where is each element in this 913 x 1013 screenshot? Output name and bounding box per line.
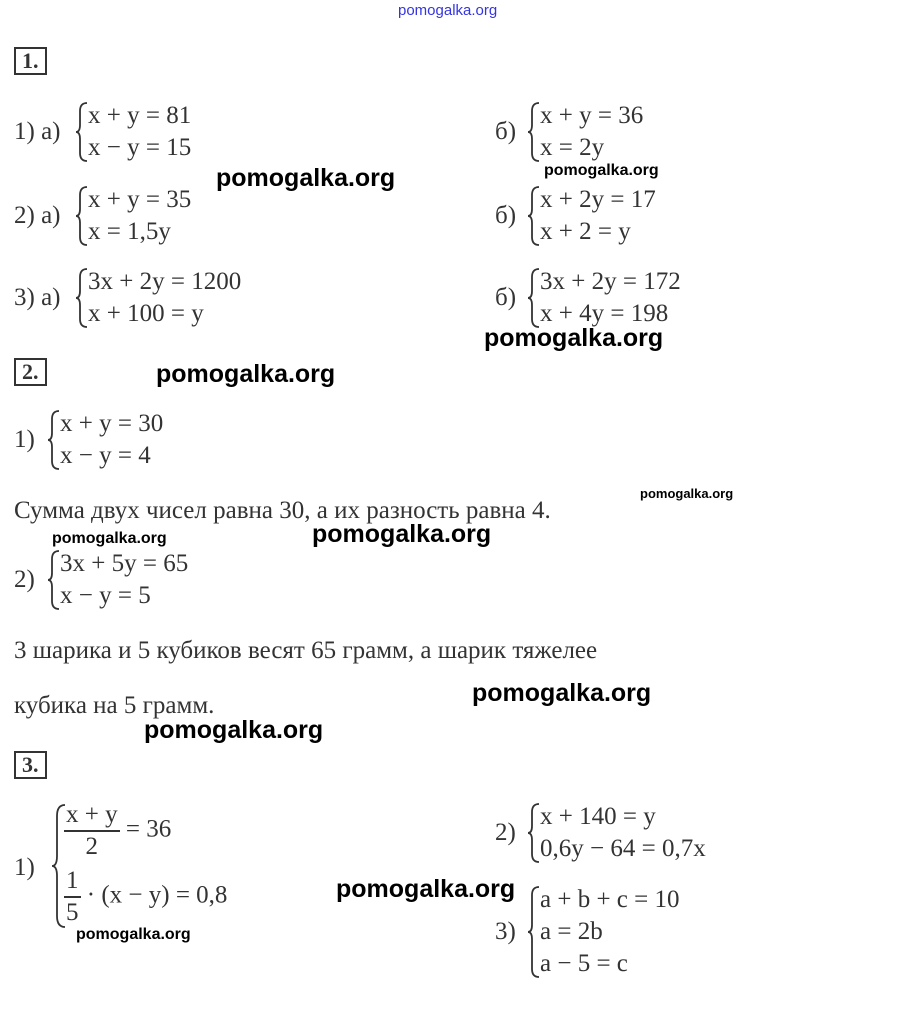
- task-2-2-text-line1: 3 шарика и 5 кубиков весят 65 грамм, а шарик тяжелее: [14, 637, 598, 664]
- task-1-item-2-eq2: x = 2y: [540, 134, 605, 161]
- task-1-item-4-label: б): [495, 202, 517, 229]
- task-3-item-3-label: 3): [495, 918, 516, 945]
- fraction-denominator: 2: [85, 833, 99, 860]
- brace-icon: [76, 268, 88, 328]
- task-3-1-eq2: [64, 866, 227, 928]
- watermark: pomogalka.org: [144, 716, 324, 744]
- task-2-number: 2.: [14, 358, 47, 386]
- task-3-item-3-eq1: a + b + c = 10: [540, 886, 680, 913]
- task-3-number: 3.: [14, 751, 47, 779]
- fraction-numerator: 1: [64, 866, 81, 898]
- brace-icon: [48, 550, 60, 610]
- task-1-item-6-label: б): [495, 284, 517, 311]
- brace-icon: [76, 102, 88, 162]
- task-1-item-5-eq1: 3x + 2y = 1200: [88, 268, 242, 295]
- task-1-item-6-eq2: x + 4y = 198: [540, 300, 669, 327]
- task-3-item-2-eq2: 0,6y − 64 = 0,7x: [540, 835, 706, 862]
- task-3-item-3-eq3: a − 5 = c: [540, 950, 628, 977]
- watermark: pomogalka.org: [640, 486, 734, 501]
- brace-icon: [528, 803, 540, 863]
- task-3-item-2-eq1: x + 140 = y: [540, 803, 656, 830]
- task-1-item-4-eq2: x + 2 = y: [540, 218, 631, 245]
- brace-icon: [528, 268, 540, 328]
- task-2-item-2-eq1: 3x + 5y = 65: [60, 550, 189, 577]
- task-1-item-6-eq1: 3x + 2y = 172: [540, 268, 681, 295]
- task-1-number: 1.: [14, 47, 47, 75]
- task-3-item-2-label: 2): [495, 819, 516, 846]
- task-2-item-2-label: 2): [14, 566, 35, 593]
- fraction-numerator: x + y: [64, 800, 120, 832]
- watermark: pomogalka.org: [312, 520, 492, 548]
- equation-rhs: · (x − y) = 0,8: [86, 881, 228, 909]
- watermark: pomogalka.org: [216, 164, 396, 192]
- watermark: pomogalka.org: [484, 324, 664, 352]
- task-2-2-text-line2: кубика на 5 грамм.: [14, 692, 215, 719]
- task-1-item-1-eq2: x − y = 15: [88, 134, 192, 161]
- task-1-item-1-label: 1) а): [14, 118, 61, 145]
- task-1-item-2-eq1: x + y = 36: [540, 102, 644, 129]
- task-3-1-label: 1): [14, 854, 35, 881]
- task-1-item-5-eq2: x + 100 = y: [88, 300, 204, 327]
- watermark: pomogalka.org: [544, 162, 659, 179]
- fraction-denominator: 5: [66, 899, 79, 926]
- watermark: pomogalka.org: [76, 926, 191, 943]
- task-1-item-5-label: 3) а): [14, 284, 61, 311]
- task-3-1-eq1: [64, 800, 171, 862]
- equation-rhs: = 36: [125, 815, 172, 843]
- task-1-item-3-label: 2) а): [14, 202, 61, 229]
- task-2-item-2-eq2: x − y = 5: [60, 582, 151, 609]
- task-2-1-text: Сумма двух чисел равна 30, а их разность равна 4.: [14, 497, 551, 524]
- watermark: pomogalka.org: [336, 875, 516, 903]
- task-2-item-1-eq2: x − y = 4: [60, 442, 151, 469]
- task-3-item-3-eq2: a = 2b: [540, 918, 603, 945]
- task-1-item-2-label: б): [495, 118, 517, 145]
- brace-icon: [528, 102, 540, 162]
- watermark-top[interactable]: pomogalka.org: [398, 2, 498, 19]
- task-1-item-1-eq1: x + y = 81: [88, 102, 192, 129]
- task-2-item-1-eq1: x + y = 30: [60, 410, 164, 437]
- brace-icon: [48, 410, 60, 470]
- task-1-item-3-eq2: x = 1,5y: [88, 218, 171, 245]
- watermark: pomogalka.org: [156, 360, 336, 388]
- brace-icon: [76, 186, 88, 246]
- watermark: pomogalka.org: [52, 530, 167, 547]
- brace-icon: [528, 186, 540, 246]
- task-1-item-3-eq1: x + y = 35: [88, 186, 192, 213]
- task-1-item-4-eq1: x + 2y = 17: [540, 186, 656, 213]
- task-2-item-1-label: 1): [14, 426, 35, 453]
- brace-icon: [528, 886, 540, 978]
- watermark: pomogalka.org: [472, 679, 652, 707]
